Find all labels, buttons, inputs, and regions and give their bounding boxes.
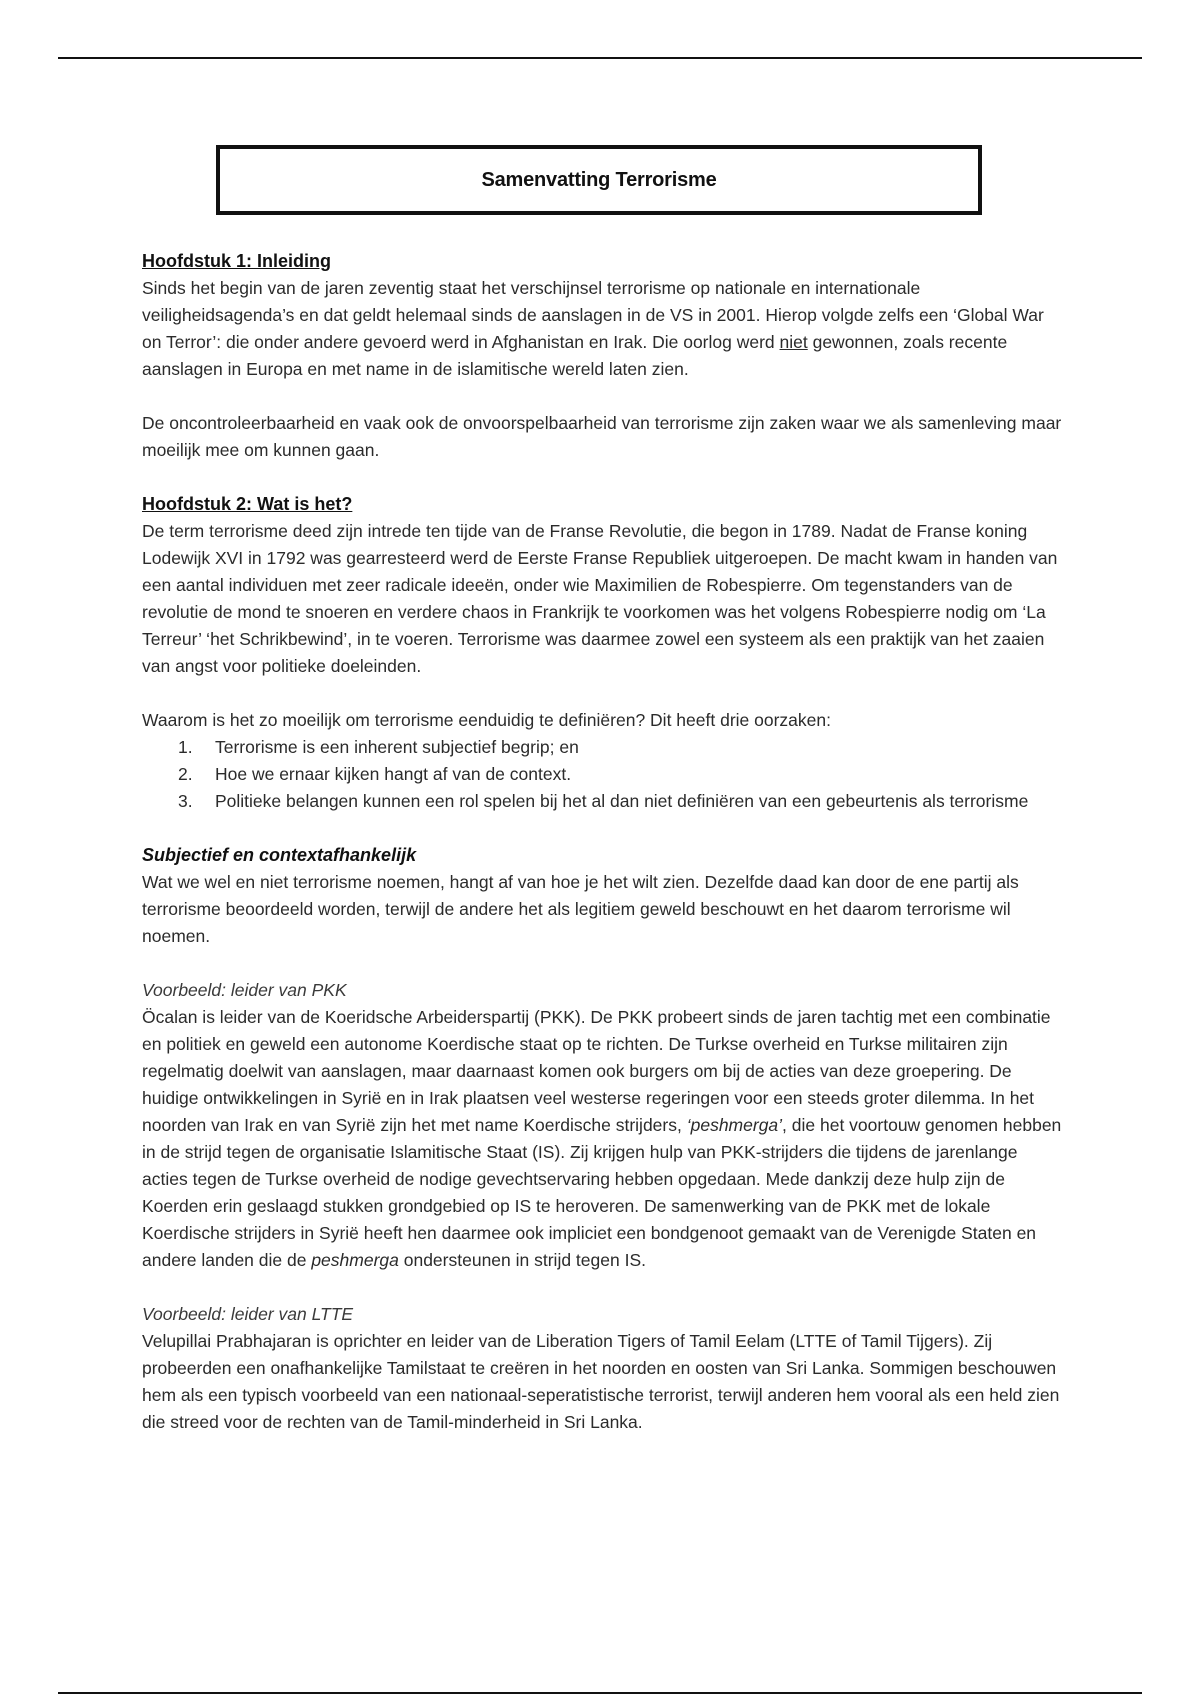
example-pkk-paragraph: Öcalan is leider van de Koeridsche Arbeiderspartij (PKK). De PKK probeert sinds de jaren tachtig met een combinatie en politiek en geweld een autonome Koerdische staat op te richten. De Turkse overheid en Turkse militairen zijn regelmatig doelwit van aanslagen, maar daarnaast komen ook burgers om bij de acties van deze groepering. De huidige ontwikkelingen in Syrië en in Irak plaatsen veel westerse regeringen voor een steeds groter dilemma. In het noorden van Irak en van Syrië zijn het met name Koerdische strijders, ‘peshmerga’, die het voortouw genomen hebben in de strijd tegen de organisatie Islamitische Staat (IS). Zij krijgen hulp van PKK-strijders die tijdens de jarenlange acties tegen de Turkse overheid de nodige gevechtservaring hebben opgedaan. Mede dankzij deze hulp zijn de Koerden erin geslaagd stukken grondgebied op IS te heroveren. De samenwerking van de PKK met de lokale Koerdische strijders in Syrië heeft hen daarmee ook impliciet een bondgenoot gemaakt van de Verenigde Staten en andere landen die de peshmerga ondersteunen in strijd tegen IS. xyxy=(142,1007,1062,1270)
document-body xyxy=(142,248,1062,1436)
reasons-list xyxy=(142,734,1062,815)
chapter-2-heading: Hoofdstuk 2: Wat is het? xyxy=(142,494,353,514)
chapter-1-heading: Hoofdstuk 1: Inleiding xyxy=(142,251,331,271)
document-title: Samenvatting Terrorisme xyxy=(481,168,717,191)
emphasis-niet: niet xyxy=(779,332,808,352)
list-item: 3. Politieke belangen kunnen een rol spelen bij het al dan niet definiëren van een gebeurtenis als terrorisme xyxy=(178,791,1029,811)
example-pkk-title: Voorbeeld: leider van PKK xyxy=(142,980,347,1000)
bottom-rule xyxy=(58,1692,1142,1694)
subjective-paragraph: Wat we wel en niet terrorisme noemen, hangt af van hoe je het wilt zien. Dezelfde daad kan door de ene partij als terrorisme beoordeeld worden, terwijl de andere het als legitiem geweld beschouwt en het daarom terrorisme wil noemen. xyxy=(142,872,1019,946)
chapter-1-paragraph-1: Sinds het begin van de jaren zeventig staat het verschijnsel terrorisme op nationale en internationale veiligheidsagenda’s en dat geldt helemaal sinds de aanslagen in de VS in 2001. Hierop volgde zelfs een ‘Global War on Terror’: die onder andere gevoerd werd in Afghanistan en Irak. Die oorlog werd niet gewonnen, zoals recente aanslagen in Europa en met name in de islamitische wereld laten zien. xyxy=(142,278,1044,379)
chapter-1-paragraph-2: De oncontroleerbaarheid en vaak ook de onvoorspelbaarheid van terrorisme zijn zaken waar we als samenleving maar moeilijk mee om kunnen gaan. xyxy=(142,413,1062,460)
top-rule xyxy=(58,57,1142,59)
list-item: 1. Terrorisme is een inherent subjectief begrip; en xyxy=(178,737,579,757)
example-ltte-paragraph: Velupillai Prabhajaran is oprichter en leider van de Liberation Tigers of Tamil Eelam (LTTE of Tamil Tijgers). Zij probeerden een onafhankelijke Tamilstaat te creëren in het noorden en oosten van Sri Lanka. Sommigen beschouwen hem als een typisch voorbeeld van een nationaal-seperatistische terrorist, terwijl anderen hem vooral als een held zien die streed voor de rechten van de Tamil-minderheid in Sri Lanka. xyxy=(142,1331,1060,1432)
chapter-2-paragraph-2: Waarom is het zo moeilijk om terrorisme eenduidig te definiëren? Dit heeft drie oorzaken: xyxy=(142,710,831,730)
list-item: 2. Hoe we ernaar kijken hangt af van de context. xyxy=(178,764,572,784)
title-box xyxy=(216,145,982,215)
example-ltte-title: Voorbeeld: leider van LTTE xyxy=(142,1304,354,1324)
chapter-2-paragraph-1: De term terrorisme deed zijn intrede ten tijde van de Franse Revolutie, die begon in 1789. Nadat de Franse koning Lodewijk XVI in 1792 was gearresteerd werd de Eerste Franse Republiek uitgeroepen. De macht kwam in handen van een aantal individuen met zeer radicale ideeën, onder wie Maximilien de Robespierre. Om tegenstanders van de revolutie de mond te snoeren en verdere chaos in Frankrijk te voorkomen was het volgens Robespierre nodig om ‘La Terreur’ ‘het Schrikbewind’, in te voeren. Terrorisme was daarmee zowel een systeem als een praktijk van het zaaien van angst voor politieke doeleinden. xyxy=(142,521,1058,676)
subjective-heading: Subjectief en contextafhankelijk xyxy=(142,845,417,865)
